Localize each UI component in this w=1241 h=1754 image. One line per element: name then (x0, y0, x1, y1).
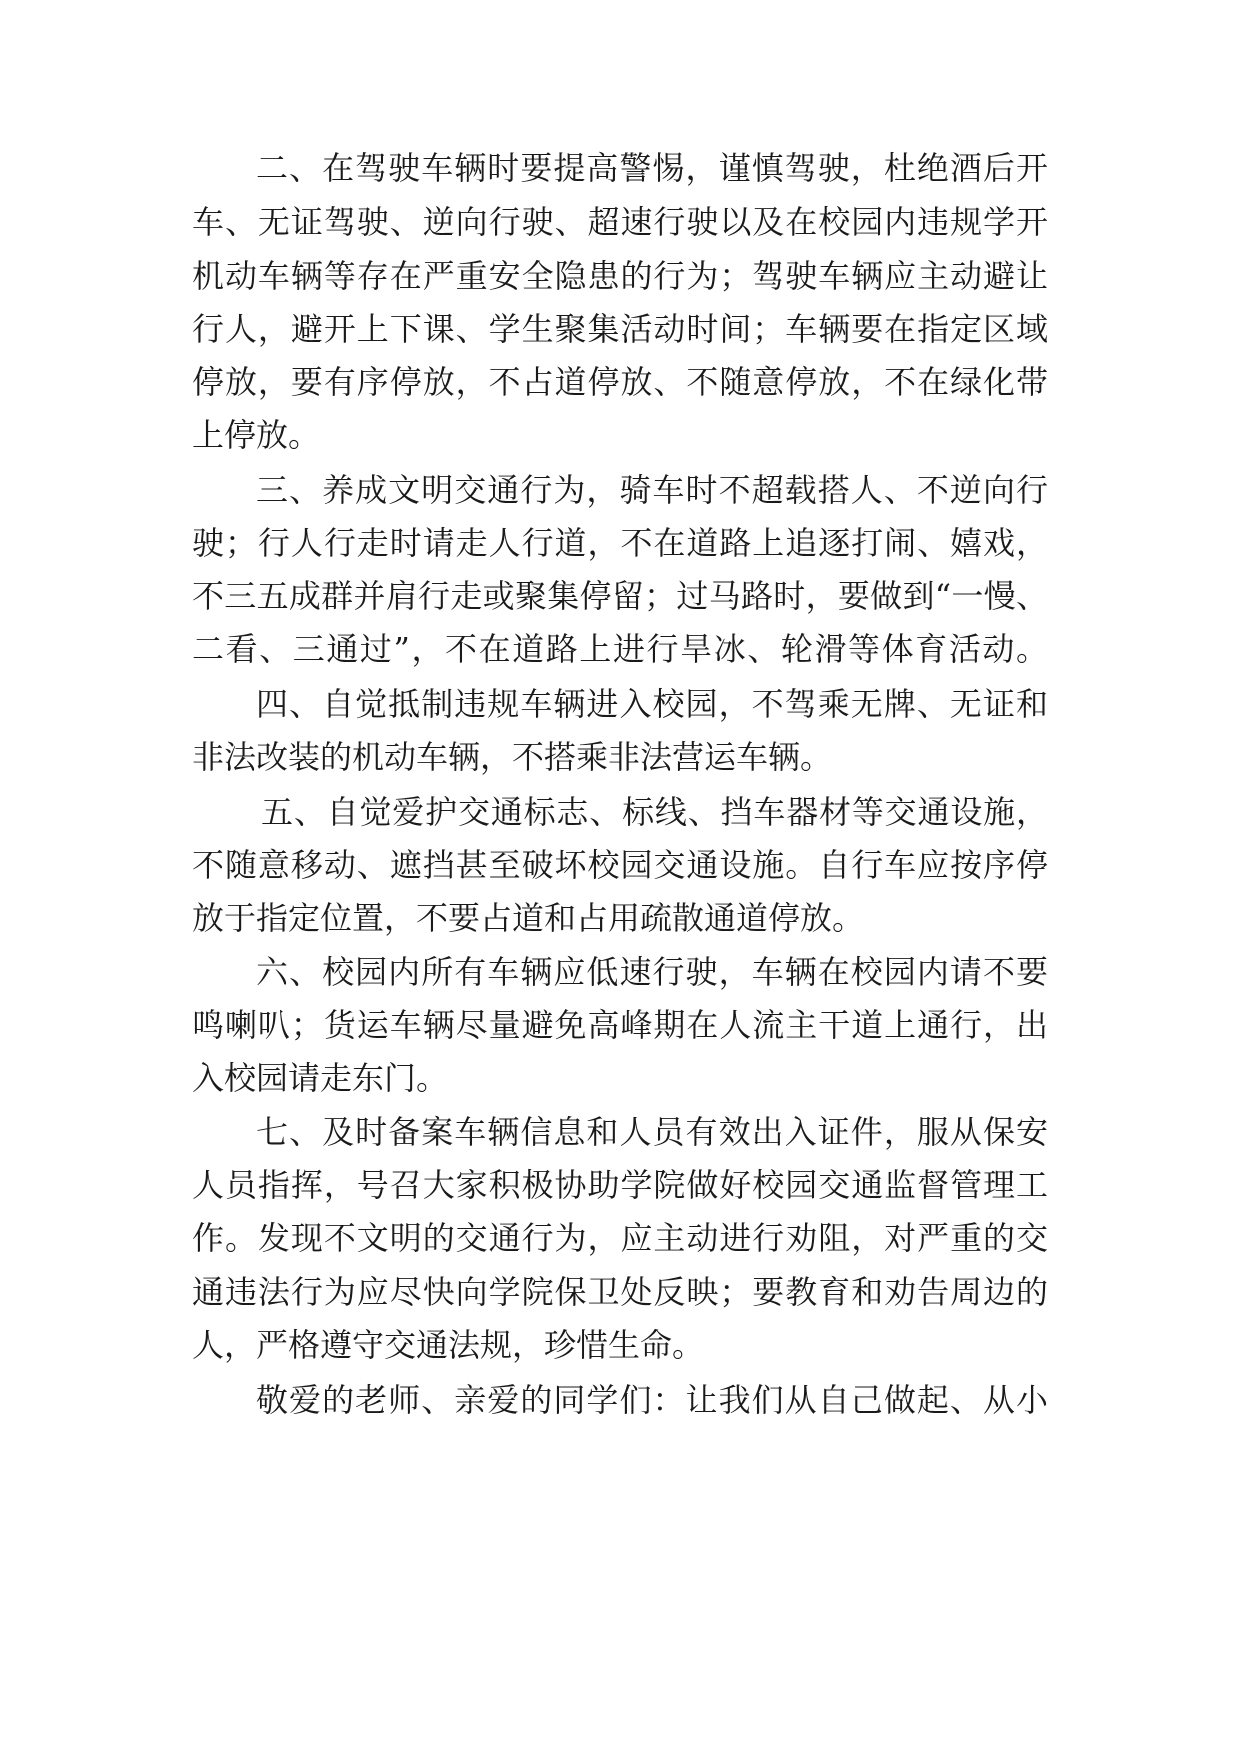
paragraph-6-line-2: 鸣喇叭；货运车辆尽量避免高峰期在人流主干道上通行，出 (192, 1006, 1048, 1044)
paragraph-7-line-3: 作。发现不文明的交通行为，应主动进行劝阻，对严重的交 (192, 1219, 1048, 1257)
paragraph-3-line-4: 二看、三通过”，不在道路上进行旱冰、轮滑等体育活动。 (192, 630, 1048, 668)
closing-paragraph-line-1: 敬爱的老师、亲爱的同学们：让我们从自己做起、从小 (256, 1381, 1048, 1419)
paragraph-7-line-5: 人，严格遵守交通法规，珍惜生命。 (192, 1326, 705, 1364)
paragraph-2-line-5: 停放，要有序停放，不占道停放、不随意停放，不在绿化带 (192, 363, 1048, 401)
paragraph-3-line-2: 驶；行人行走时请走人行道，不在道路上追逐打闹、嬉戏， (192, 524, 1048, 562)
paragraph-2-line-4: 行人，避开上下课、学生聚集活动时间；车辆要在指定区域 (192, 310, 1048, 348)
paragraph-5-line-1: 五、自觉爱护交通标志、标线、挡车器材等交通设施， (261, 793, 1048, 831)
paragraph-3-line-3: 不三五成群并肩行走或聚集停留；过马路时，要做到“一慢、 (192, 577, 1048, 615)
paragraph-2-line-1: 二、在驾驶车辆时要提高警惕，谨慎驾驶，杜绝酒后开 (256, 149, 1048, 187)
paragraph-5-line-2: 不随意移动、遮挡甚至破坏校园交通设施。自行车应按序停 (192, 846, 1048, 884)
paragraph-7-line-1: 七、及时备案车辆信息和人员有效出入证件，服从保安 (256, 1113, 1048, 1151)
paragraph-5-line-3: 放于指定位置，不要占道和占用疏散通道停放。 (192, 899, 865, 937)
paragraph-6-line-3: 入校园请走东门。 (192, 1059, 449, 1097)
paragraph-4-line-2: 非法改装的机动车辆，不搭乘非法营运车辆。 (192, 738, 833, 776)
paragraph-2-line-2: 车、无证驾驶、逆向行驶、超速行驶以及在校园内违规学开 (192, 203, 1048, 241)
paragraph-2-line-3: 机动车辆等存在严重安全隐患的行为；驾驶车辆应主动避让 (192, 257, 1048, 295)
paragraph-4-line-1: 四、自觉抵制违规车辆进入校园，不驾乘无牌、无证和 (256, 685, 1048, 723)
paragraph-6-line-1: 六、校园内所有车辆应低速行驶，车辆在校园内请不要 (256, 953, 1048, 991)
paragraph-2-line-6: 上停放。 (192, 416, 321, 454)
paragraph-7-line-2: 人员指挥，号召大家积极协助学院做好校园交通监督管理工 (192, 1166, 1048, 1204)
paragraph-3-line-1: 三、养成文明交通行为，骑车时不超载搭人、不逆向行 (256, 471, 1048, 509)
paragraph-7-line-4: 通违法行为应尽快向学院保卫处反映；要教育和劝告周边的 (192, 1273, 1048, 1311)
